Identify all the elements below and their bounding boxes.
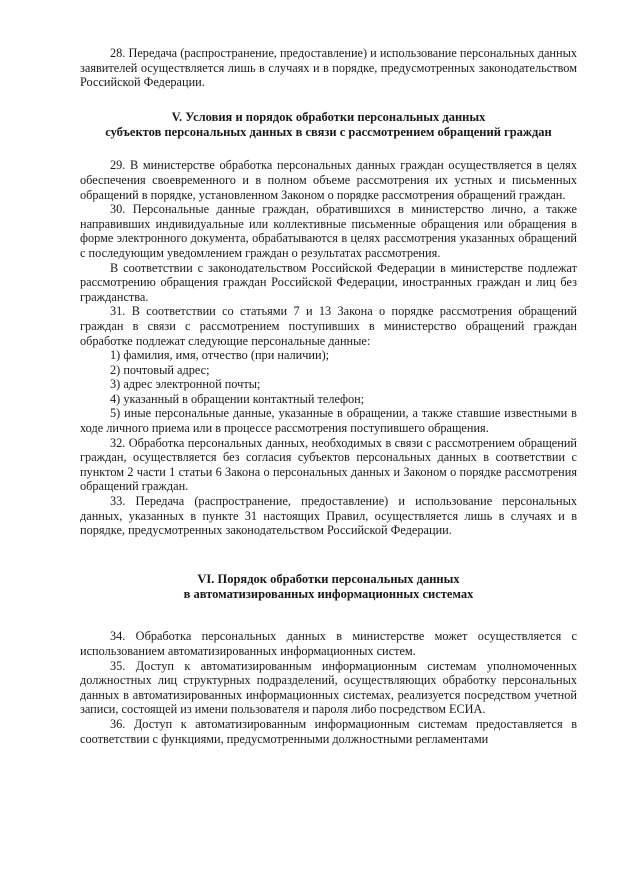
list-item-5: 5) иные персональные данные, указанные в обращении, а также ставшие известными в ходе личного приема или в процессе рассмотрения поступившего обращения. (80, 406, 577, 436)
paragraph-29: 29. В министерстве обработка персональных данных граждан осуществляется в целях обеспечения своевременного и в полном объеме рассмотрения их устных и письменных обращений в порядке, установленном Законом о порядке рассмотрения обращений граждан. (80, 158, 577, 202)
list-item: 2) почтовый адрес; (110, 362, 210, 377)
paragraph-32: 32. Обработка персональных данных, необходимых в связи с рассмотрением обращений граждан, осуществляется без согласия субъектов персональных данных в соответствии с пунктом 2 части 1 статьи 6 Закона о персональных данных и Законом о порядке рассмотрения обращений граждан. (80, 435, 577, 494)
paragraph-36: 36. Доступ к автоматизированным информационным системам предоставляется в соответствии с функциями, предусмотренными должностными регламентами (80, 716, 577, 746)
paragraph-30-continued: В соответствии с законодательством Российской Федерации в министерстве подлежат рассмотрению обращения граждан Российской Федерации, иностранных граждан и лиц без гражданства. (80, 260, 577, 304)
paragraph-34: 34. Обработка персональных данных в министерстве может осуществляется с использованием автоматизированных информационных систем. (80, 629, 577, 658)
paragraph-28: 28. Передача (распространение, предоставление) и использование персональных данных заявителей осуществляется лишь в случаях и в порядке, предусмотренных законодательством Российской Федерации. (80, 46, 577, 90)
section-v-heading (80, 110, 577, 140)
paragraph-33: 33. Передача (распространение, предоставление) и использование персональных данных, указанных в пункте 31 настоящих Правил, осуществляется лишь в случаях и в порядке, предусмотренных законодательством Российской Федерации. (80, 494, 577, 538)
section-vi-title-line1: VI. Порядок обработки персональных данных (197, 571, 460, 586)
section-vi-heading (80, 572, 577, 602)
section-v-title-line2: субъектов персональных данных в связи с рассмотрением обращений граждан (105, 124, 552, 139)
paragraph-35: 35. Доступ к автоматизированным информационным системам уполномоченных должностных лиц структурных подразделений, осуществляющих обработку персональных данных в автоматизированных информационных системах, реализуется посредством учетной записи, состоящей из имени пользователя и пароля либо посредством ЕСИА. (80, 658, 577, 717)
paragraph-31: 31. В соответствии со статьями 7 и 13 Закона о порядке рассмотрения обращений граждан в связи с рассмотрением поступивших в министерство обращений граждан обработке подлежат следующие персональные данные: (80, 304, 577, 348)
section-v-title-line1: V. Условия и порядок обработки персональных данных (171, 109, 486, 124)
list-item: 1) фамилия, имя, отчество (при наличии); (110, 348, 330, 363)
list-item: 3) адрес электронной почты; (110, 377, 261, 392)
paragraph-30: 30. Персональные данные граждан, обратившихся в министерство лично, а также направивших индивидуальные или коллективные письменные обращения или обращения в форме электронного документа, обрабатываются в целях рассмотрения указанных обращений с последующим уведомлением граждан о результатах рассмотрения. (80, 202, 577, 260)
section-vi-title-line2: в автоматизированных информационных системах (183, 586, 474, 601)
document-body (80, 46, 577, 746)
list-item: 4) указанный в обращении контактный телефон; (110, 391, 365, 406)
